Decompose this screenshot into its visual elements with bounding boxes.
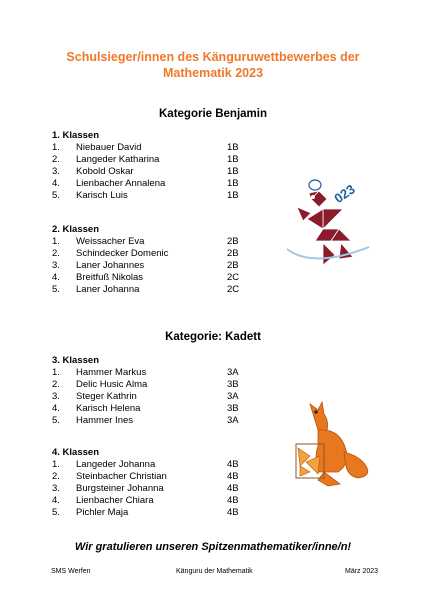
rank: 1. [52, 367, 60, 378]
class-label: 1B [227, 154, 239, 165]
student-name: Laner Johannes [76, 260, 145, 271]
rank: 5. [52, 284, 60, 295]
rank: 2. [52, 471, 60, 482]
class-label: 4B [227, 483, 239, 494]
class-label: 3A [227, 415, 239, 426]
class-label: 2C [227, 272, 240, 283]
rank: 4. [52, 178, 60, 189]
class-label: 3B [227, 379, 239, 390]
congratulations-text: Wir gratulieren unseren Spitzenmathematiker/inne/n! [74, 541, 352, 553]
class-label: 4B [227, 495, 239, 506]
rank: 3. [52, 391, 60, 402]
list-item [52, 403, 272, 415]
kangaroo-illustration [288, 400, 374, 490]
student-name: Steger Kathrin [76, 391, 137, 402]
list-item [52, 190, 272, 202]
student-name: Breitfuß Nikolas [76, 272, 144, 283]
rank: 4. [52, 403, 60, 414]
page-title [0, 49, 426, 81]
rank: 3. [52, 483, 60, 494]
rank: 1. [52, 459, 60, 470]
list-item [52, 471, 272, 483]
category-heading-kadett: Kategorie: Kadett [165, 331, 261, 343]
category-heading-benjamin: Kategorie Benjamin [159, 108, 267, 120]
rank: 1. [52, 142, 60, 153]
list-item [52, 166, 272, 178]
list-item [52, 495, 272, 507]
class-label: 1B [227, 190, 239, 201]
class-label: 4B [227, 471, 239, 482]
class-heading-1: 1. Klassen [52, 130, 99, 141]
class-label: 4B [227, 507, 239, 518]
rank: 5. [52, 507, 60, 518]
class-label: 4B [227, 459, 239, 470]
class-label: 2B [227, 260, 239, 271]
footer-right: März 2023 [345, 568, 379, 575]
class-label: 2B [227, 248, 239, 259]
list-item [52, 483, 272, 495]
list-item [52, 260, 272, 272]
list-item [52, 415, 272, 427]
class-heading-2: 2. Klassen [52, 224, 99, 235]
rank: 2. [52, 154, 60, 165]
rank: 2. [52, 248, 60, 259]
student-name: Hammer Markus [76, 367, 147, 378]
list-item [52, 142, 272, 154]
rank: 5. [52, 415, 60, 426]
class-label: 2B [227, 236, 239, 247]
student-name: Delic Husic Alma [76, 379, 148, 390]
student-name: Steinbacher Christian [76, 471, 167, 482]
rank: 4. [52, 495, 60, 506]
list-item [52, 248, 272, 260]
list-item [52, 459, 272, 471]
list-item [52, 379, 272, 391]
tangram-numbers: 023 [331, 181, 358, 207]
class-label: 1B [227, 166, 239, 177]
class-label: 3A [227, 367, 239, 378]
student-name: Kobold Oskar [76, 166, 134, 177]
student-name: Pichler Maja [76, 507, 129, 518]
student-name: Karisch Luis [76, 190, 128, 201]
footer-center: Känguru der Mathematik [176, 568, 253, 575]
rank: 5. [52, 190, 60, 201]
student-name: Lienbacher Chiara [76, 495, 154, 506]
class-label: 1B [227, 178, 239, 189]
class-label: 2C [227, 284, 240, 295]
list-item [52, 154, 272, 166]
title-line-2: Mathematik 2023 [162, 66, 264, 80]
student-name: Burgsteiner Johanna [76, 483, 164, 494]
footer-left: SMS Werfen [51, 568, 91, 575]
list-item [52, 284, 272, 296]
student-name: Langeder Johanna [76, 459, 156, 470]
list-item [52, 236, 272, 248]
list-item [52, 367, 272, 379]
title-line-1: Schulsieger/innen des Känguruwettbewerbes der [66, 50, 360, 64]
class-label: 1B [227, 142, 239, 153]
class-heading-3: 3. Klassen [52, 355, 99, 366]
tangram-mouse-illustration [283, 173, 373, 273]
student-name: Weissacher Eva [76, 236, 145, 247]
list-item [52, 178, 272, 190]
rank: 4. [52, 272, 60, 283]
student-name: Niebauer David [76, 142, 142, 153]
student-name: Laner Johanna [76, 284, 140, 295]
student-name: Lienbacher Annalena [76, 178, 166, 189]
student-name: Hammer Ines [76, 415, 134, 426]
class-label: 3B [227, 403, 239, 414]
student-name: Karisch Helena [76, 403, 141, 414]
student-name: Schindecker Domenic [76, 248, 169, 259]
class-heading-4: 4. Klassen [52, 447, 99, 458]
rank: 3. [52, 260, 60, 271]
list-item [52, 507, 272, 519]
student-name: Langeder Katharina [76, 154, 160, 165]
rank: 1. [52, 236, 60, 247]
list-item [52, 391, 272, 403]
rank: 2. [52, 379, 60, 390]
rank: 3. [52, 166, 60, 177]
class-label: 3A [227, 391, 239, 402]
list-item [52, 272, 272, 284]
